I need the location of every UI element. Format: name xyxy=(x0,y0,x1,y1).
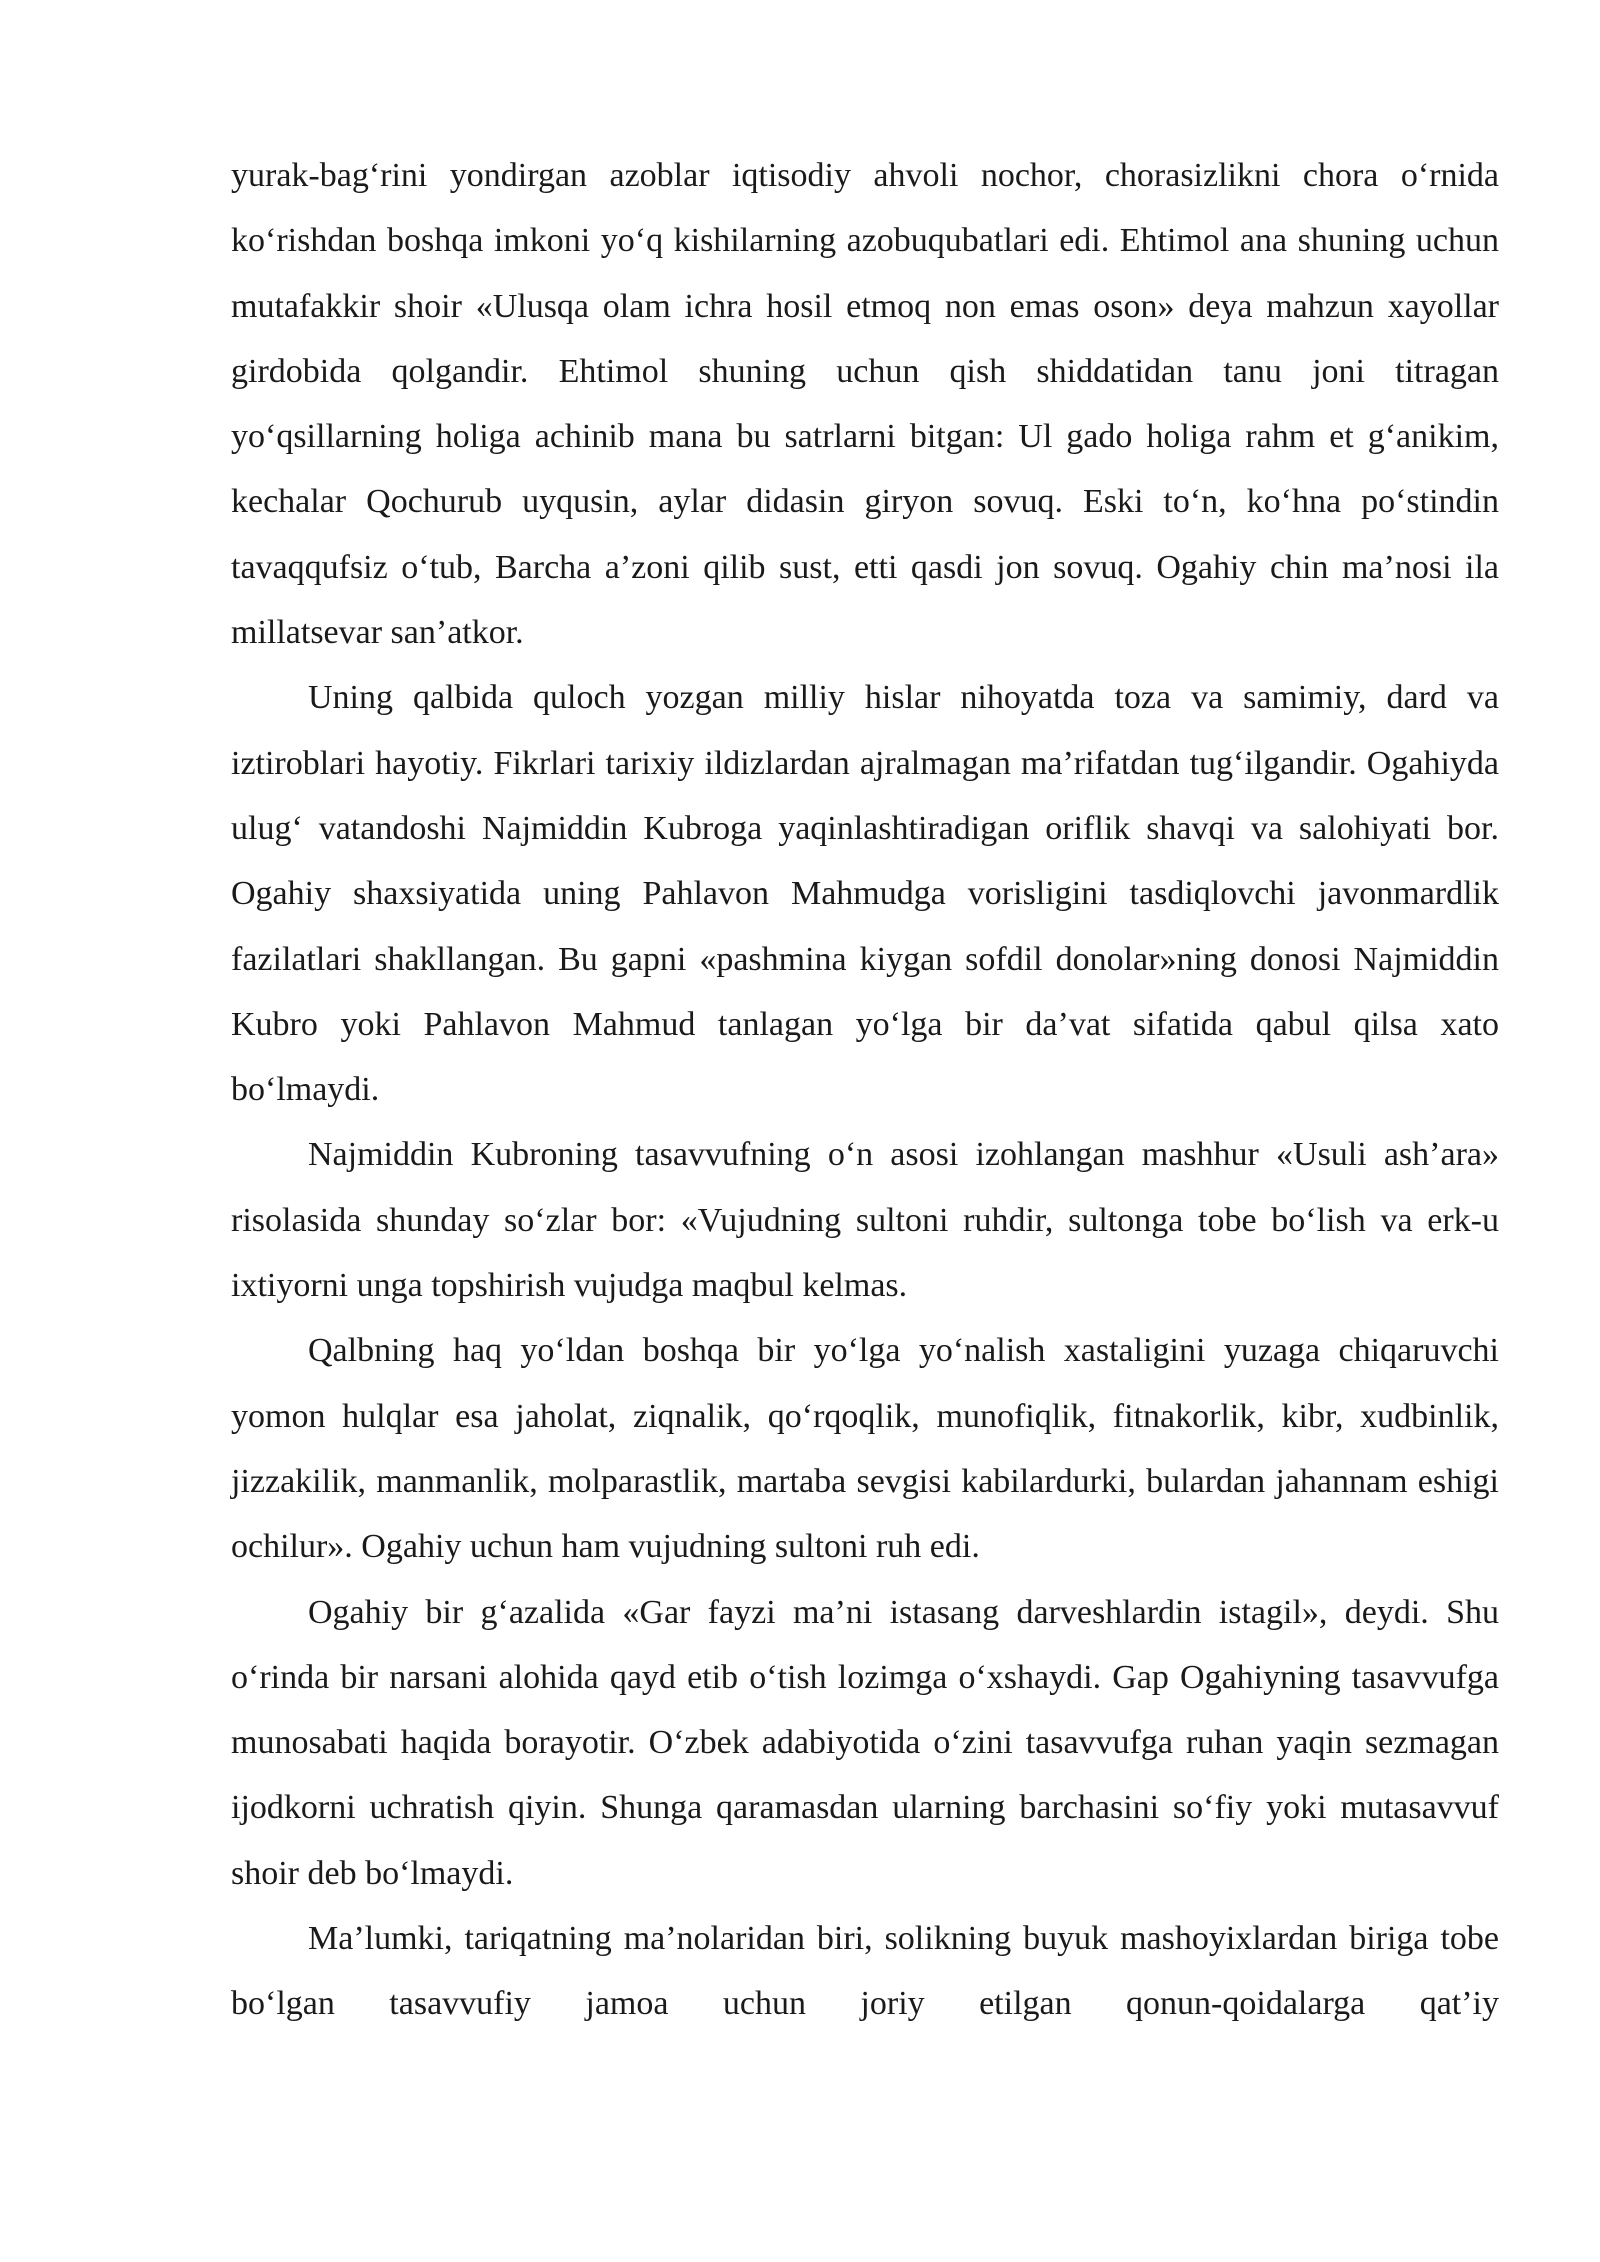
document-body xyxy=(231,143,1499,2037)
paragraph: Ogahiy bir g‘azalida «Gar fayzi ma’ni istasang darveshlardin istagil», deydi. Shu o‘rinda bir narsani alohida qayd etib o‘tish lozimga o‘xshaydi. Gap Ogahiyning tasavvufga munosabati haqida borayotir. O‘zbek adabiyotida o‘zini tasavvufga ruhan yaqin sezmagan ijodkorni uchratish qiyin. Shunga qaramasdan ularning barchasini so‘fiy yoki mutasavvuf shoir deb bo‘lmaydi. xyxy=(231,1593,1499,1892)
paragraph: Najmiddin Kubroning tasavvufning o‘n asosi izohlangan mashhur «Usuli ash’ara» risolasida shunday so‘zlar bor: «Vujudning sultoni ruhdir, sultonga tobe bo‘lish va erk-u ixtiyorni unga topshirish vujudga maqbul kelmas. xyxy=(231,1136,1499,1305)
paragraph: yurak-bag‘rini yondirgan azoblar iqtisodiy ahvoli nochor, chorasizlikni chora o‘rnida ko‘rishdan boshqa imkoni yo‘q kishilarning azobuqubatlari edi. Ehtimol ana shuning uchun mutafakkir shoir «Ulusqa olam ichra hosil etmoq non emas oson» deya mahzun xayollar girdobida qolgandir. Ehtimol shuning uchun qish shiddatidan tanu joni titragan yo‘qsillarning holiga achinib mana bu satrlarni bitgan: Ul gado holiga rahm et g‘anikim, kechalar Qochurub uyqusin, aylar didasin giryon sovuq. Eski to‘n, ko‘hna po‘stindin tavaqqufsiz o‘tub, Barcha a’zoni qilib sust, etti qasdi jon sovuq. Ogahiy chin ma’nosi ila millatsevar san’atkor. xyxy=(231,157,1499,652)
paragraph: Uning qalbida quloch yozgan milliy hislar nihoyatda toza va samimiy, dard va iztiroblari hayotiy. Fikrlari tarixiy ildizlardan ajralmagan ma’rifatdan tug‘ilgandir. Ogahiyda ulug‘ vatandoshi Najmiddin Kubroga yaqinlashtiradigan oriflik shavqi va salohiyati bor. Ogahiy shaxsiyatida uning Pahlavon Mahmudga vorisligini tasdiqlovchi javonmardlik fazilatlari shakllangan. Bu gapni «pashmina kiygan sofdil donolar»ning donosi Najmiddin Kubro yoki Pahlavon Mahmud tanlagan yo‘lga bir da’vat sifatida qabul qilsa xato bo‘lmaydi. xyxy=(231,679,1499,1109)
paragraph: Qalbning haq yo‘ldan boshqa bir yo‘lga yo‘nalish xastaligini yuzaga chiqaruvchi yomon hulqlar esa jaholat, ziqnalik, qo‘rqoqlik, munofiqlik, fitnakorlik, kibr, xudbinlik, jizzakilik, manmanlik, molparastlik, martaba sevgisi kabilardurki, bulardan jahannam eshigi ochilur». Ogahiy uchun ham vujudning sultoni ruh edi. xyxy=(231,1332,1499,1566)
paragraph: Ma’lumki, tariqatning ma’nolaridan biri, solikning buyuk mashoyixlardan biriga tobe bo‘lgan tasavvufiy jamoa uchun joriy etilgan qonun-qoidalarga qat’iy xyxy=(231,1920,1499,2023)
